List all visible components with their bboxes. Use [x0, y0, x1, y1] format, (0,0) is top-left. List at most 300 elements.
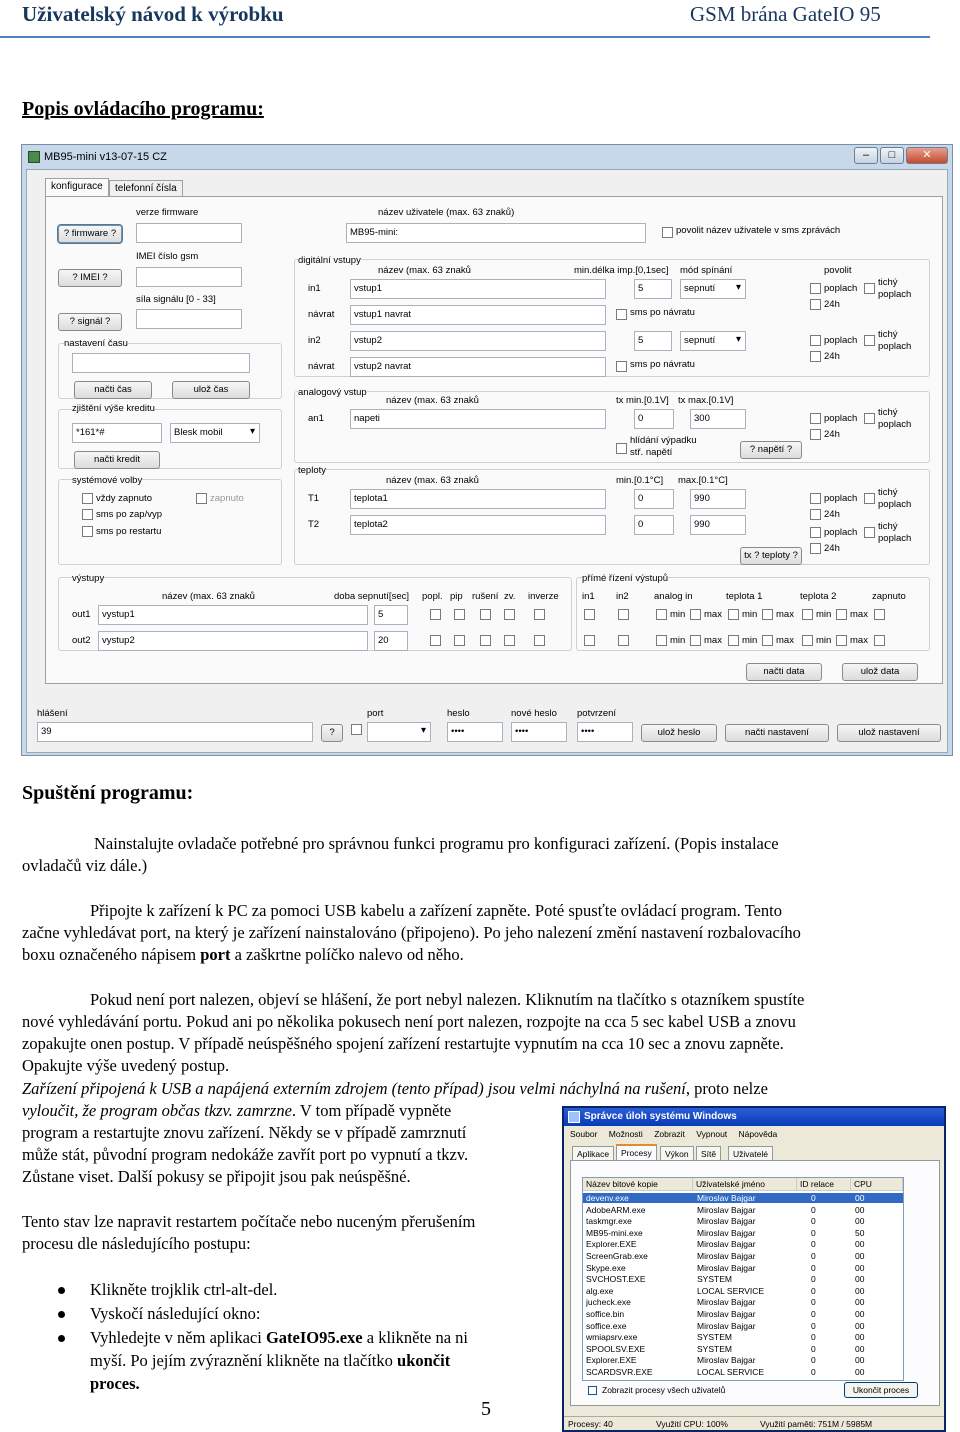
- signal-field[interactable]: [136, 309, 242, 329]
- process-name: SPOOLSV.EXE: [586, 1343, 646, 1354]
- label-popl: popl.: [422, 591, 443, 602]
- prime-an-max-2-checkbox[interactable]: [690, 635, 701, 646]
- t2-min-field[interactable]: 0: [634, 515, 674, 535]
- prime-in1-1-checkbox[interactable]: [584, 609, 595, 620]
- label-24h-t2: 24h: [824, 543, 840, 554]
- prime-an-min-1-checkbox[interactable]: [656, 609, 667, 620]
- label-min-an-2: min: [670, 635, 686, 646]
- label-verze-firmware: verze firmware: [136, 207, 199, 218]
- firmware-field[interactable]: [136, 223, 242, 243]
- napeti-field[interactable]: napeti: [350, 409, 606, 429]
- teploty-button[interactable]: tx ? teploty ?: [740, 547, 802, 565]
- process-row[interactable]: [583, 1274, 903, 1284]
- teplota1-field[interactable]: teplota1: [350, 489, 606, 509]
- para1-line1: Nainstalujte ovladače potřebné pro správnou funkci programu pro konfiguraci zařízení. (Popis instalace: [94, 834, 779, 853]
- label-col-teplota1: teplota 1: [726, 591, 763, 602]
- para2-line1: Připojte k zařízení k PC za pomoci USB kabelu a zařízení zapněte. Poté spusťte ovládací program. Tento: [90, 901, 782, 920]
- prime-an-max-1-checkbox[interactable]: [690, 609, 701, 620]
- tichy-2-checkbox[interactable]: [864, 335, 875, 346]
- label-zv: zv.: [504, 591, 516, 602]
- tab-procesy[interactable]: Procesy: [616, 1144, 657, 1161]
- signal-button[interactable]: ? signál ?: [58, 313, 122, 331]
- label-teploty: teploty: [298, 465, 326, 476]
- sms-restart-checkbox[interactable]: [82, 526, 93, 537]
- poplach-2-checkbox[interactable]: [810, 335, 821, 346]
- label-analogovy-vstup: analogový vstup: [298, 387, 367, 398]
- label-nazev-uzivatele: název uživatele (max. 63 znaků): [378, 207, 515, 218]
- prime-t1-max-1-checkbox[interactable]: [762, 609, 773, 620]
- label-poplach-an: poplach: [824, 413, 858, 424]
- process-cpu: 00: [855, 1204, 865, 1215]
- process-user: Miroslav Bajgar: [697, 1297, 756, 1308]
- prime-in1-2-checkbox[interactable]: [584, 635, 595, 646]
- pip-1-checkbox[interactable]: [454, 609, 465, 620]
- label-sms-zap: sms po zap/vyp: [96, 509, 162, 520]
- mod-1-select[interactable]: sepnutí ▾: [680, 279, 746, 299]
- label-tx-min: tx min.[0.1V]: [616, 395, 669, 406]
- prime-in2-1-checkbox[interactable]: [618, 609, 629, 620]
- para4-line5: Zůstane viset. Další pokusy se připojit jsou pak neúspěšné.: [22, 1167, 411, 1186]
- para3-line2: nové vyhledávání portu. Pokud ani po několika pokusech není port nalezen, rozpojte na cca 5 sec kabel USB a znovu: [22, 1012, 796, 1031]
- prime-zapnuto-2-checkbox[interactable]: [874, 635, 885, 646]
- label-max-t2-1: max: [850, 609, 868, 620]
- process-name: ScreenGrab.exe: [586, 1251, 648, 1261]
- label-tichy-1: tichý poplach: [878, 277, 912, 300]
- min-delka-1-field[interactable]: 5: [634, 279, 672, 299]
- vstup1-field[interactable]: vstup1: [350, 279, 606, 299]
- show-all-checkbox[interactable]: [588, 1386, 597, 1395]
- process-row[interactable]: [583, 1251, 903, 1261]
- firmware-button[interactable]: ? firmware ?: [58, 225, 122, 243]
- imei-field[interactable]: [136, 267, 242, 287]
- app-icon: [28, 151, 40, 163]
- label-nazev-max-t: název (max. 63 znaků: [386, 475, 479, 486]
- header-title-left: Uživatelský návod k výrobku: [22, 2, 284, 26]
- label-24h-t1: 24h: [824, 509, 840, 520]
- nacti-data-button[interactable]: načti data: [746, 663, 822, 681]
- label-min-t1-2: min: [742, 635, 758, 646]
- tichy-t1-checkbox[interactable]: [864, 493, 875, 504]
- label-tichy-2: tichý poplach: [878, 329, 912, 352]
- label-in1: in1: [308, 283, 321, 294]
- label-imei: IMEI číslo gsm: [136, 251, 199, 262]
- nacti-nastaveni-button[interactable]: načti nastavení: [725, 724, 829, 742]
- status-pamet: Využití paměti: 751M / 5985M: [760, 1419, 873, 1429]
- process-name: alg.exe: [586, 1285, 614, 1296]
- process-user: Miroslav Bajgar: [697, 1309, 756, 1319]
- page-number: 5: [481, 1398, 491, 1420]
- vystup2-field[interactable]: vystup2: [98, 631, 368, 651]
- show-all-label: Zobrazit procesy všech uživatelů: [602, 1385, 726, 1395]
- tichy-t2-checkbox[interactable]: [864, 527, 875, 538]
- 24h-2-checkbox[interactable]: [810, 351, 821, 362]
- menu-soubor[interactable]: Soubor: [570, 1129, 598, 1139]
- zapnuto-checkbox[interactable]: [196, 493, 207, 504]
- para4-line3: program a restartujte znovu zařízení. Někdy se v případě zamrznutí: [22, 1123, 467, 1142]
- label-max-an-2: max: [704, 635, 722, 646]
- ruseni-1-checkbox[interactable]: [480, 609, 491, 620]
- label-mod-spinani: mód spínání: [680, 265, 733, 276]
- vstup1-navrat-field[interactable]: vstup1 navrat: [350, 305, 606, 325]
- process-name: wmiapsrv.exe: [586, 1332, 638, 1343]
- povolit-checkbox[interactable]: [662, 227, 673, 238]
- para2-line2: začne vyhledávat port, na který je zařízení nainstalováno (připojeno). Po jeho nalezení změní nastavení rozbalovacího: [22, 923, 801, 942]
- label-signal: síla signálu [0 - 33]: [136, 294, 216, 305]
- close-icon[interactable]: ✕: [906, 147, 948, 164]
- para3-line3: zopakujte onen postup. V případě neúspěšného spojení zařízení restartujte vypnutím na cca 10 sec a znovu zapněte.: [22, 1034, 784, 1053]
- label-col-teplota2: teplota 2: [800, 591, 837, 602]
- label-zapnuto: zapnuto: [210, 493, 244, 504]
- para5-line2: procesu dle následujícího postupu:: [22, 1234, 251, 1253]
- label-out1: out1: [72, 609, 91, 620]
- process-cpu: 00: [855, 1193, 865, 1203]
- label-max-an-1: max: [704, 609, 722, 620]
- para1-line2: ovladačů viz dále.): [22, 856, 148, 875]
- process-user: Miroslav Bajgar: [697, 1262, 756, 1273]
- hlaseni-field[interactable]: 39: [37, 722, 313, 742]
- process-session: 0: [811, 1309, 816, 1319]
- process-row[interactable]: [583, 1332, 903, 1342]
- process-row[interactable]: [583, 1193, 903, 1203]
- 24h-t2-checkbox[interactable]: [810, 543, 821, 554]
- label-pip: pip: [450, 591, 463, 602]
- col-nazev[interactable]: Název bitové kopie: [583, 1178, 693, 1191]
- label-heslo: heslo: [447, 708, 470, 719]
- process-cpu: 00: [855, 1239, 865, 1250]
- label-tichy-t1: tichý poplach: [878, 487, 912, 510]
- col-id-relace[interactable]: ID relace: [797, 1178, 851, 1191]
- process-cpu: 00: [855, 1343, 865, 1354]
- label-min-t1-1: min: [742, 609, 758, 620]
- process-cpu: 00: [855, 1332, 865, 1343]
- process-cpu: 00: [855, 1251, 865, 1261]
- doba-2-field[interactable]: 20: [374, 631, 408, 651]
- pip-2-checkbox[interactable]: [454, 635, 465, 646]
- sms-po-navratu-2-checkbox[interactable]: [616, 361, 627, 372]
- menu-vypnout[interactable]: Vypnout: [696, 1129, 728, 1139]
- kredit-code-field[interactable]: *161*#: [72, 423, 162, 443]
- col-cpu[interactable]: CPU: [851, 1178, 903, 1191]
- poplach-t1-checkbox[interactable]: [810, 493, 821, 504]
- label-inverze: inverze: [528, 591, 559, 602]
- prime-t2-max-1-checkbox[interactable]: [836, 609, 847, 620]
- process-session: 0: [811, 1320, 816, 1331]
- maximize-icon[interactable]: □: [880, 147, 904, 164]
- t1-min-field[interactable]: 0: [634, 489, 674, 509]
- label-sms-restart: sms po restartu: [96, 526, 162, 537]
- label-doba-sepnuti: doba sepnutí[sec]: [334, 591, 409, 602]
- process-row[interactable]: [583, 1228, 903, 1238]
- sms-zap-checkbox[interactable]: [82, 509, 93, 520]
- label-tichy-an: tichý poplach: [878, 407, 912, 430]
- process-row[interactable]: [583, 1239, 903, 1249]
- process-name: devenv.exe: [586, 1193, 629, 1203]
- label-24h-2: 24h: [824, 351, 840, 362]
- process-row[interactable]: [583, 1216, 903, 1226]
- process-session: 0: [811, 1355, 816, 1366]
- t2-max-field[interactable]: 990: [690, 515, 746, 535]
- t1-max-field[interactable]: 990: [690, 489, 746, 509]
- process-cpu: 00: [855, 1367, 865, 1377]
- 24h-t1-checkbox[interactable]: [810, 509, 821, 520]
- prime-zapnuto-1-checkbox[interactable]: [874, 609, 885, 620]
- process-row[interactable]: [583, 1321, 903, 1331]
- process-user: Miroslav Bajgar: [697, 1216, 756, 1227]
- nove-heslo-field[interactable]: ••••: [511, 722, 567, 742]
- label-col-analog: analog in: [654, 591, 693, 602]
- para4-line2: vyloučit, že program občas tkzv. zamrzne. V tom případě vypněte: [22, 1101, 452, 1120]
- label-min-t2-2: min: [816, 635, 832, 646]
- ukoncit-proces-button[interactable]: Ukončit proces: [844, 1382, 918, 1398]
- label-hlaseni: hlášení: [37, 708, 68, 719]
- label-nazev-max-an: název (max. 63 znaků: [386, 395, 479, 406]
- bullet-text-3: Vyhledejte v něm aplikaci GateIO95.exe a klikněte na ni: [90, 1328, 469, 1347]
- uloz-nastaveni-button[interactable]: ulož nastavení: [837, 724, 941, 742]
- process-session: 0: [811, 1262, 816, 1273]
- process-user: Miroslav Bajgar: [697, 1227, 756, 1238]
- para3-line1: Pokud není port nalezen, objeví se hlášení, že port nebyl nalezen. Kliknutím na tlačítko s otazníkem spustíte: [90, 990, 805, 1009]
- uloz-heslo-button[interactable]: ulož heslo: [641, 724, 717, 742]
- vstup2-field[interactable]: vstup2: [350, 331, 606, 351]
- process-user: Miroslav Bajgar: [697, 1239, 756, 1250]
- process-user: SYSTEM: [697, 1274, 732, 1285]
- process-name: soffice.exe: [586, 1320, 627, 1331]
- label-prime-rizeni: přímé řízení výstupů: [582, 573, 669, 584]
- port-select[interactable]: [367, 722, 431, 742]
- process-user: LOCAL SERVICE: [697, 1367, 765, 1377]
- poplach-1-checkbox[interactable]: [810, 283, 821, 294]
- process-session: 0: [811, 1239, 816, 1250]
- poplach-an-checkbox[interactable]: [810, 413, 821, 424]
- prime-t1-max-2-checkbox[interactable]: [762, 635, 773, 646]
- label-t2: T2: [308, 519, 320, 530]
- process-session: 0: [811, 1297, 816, 1308]
- process-cpu: 00: [855, 1355, 865, 1366]
- process-row[interactable]: [583, 1286, 903, 1296]
- label-tichy-t2: tichý poplach: [878, 521, 912, 544]
- process-cpu: 00: [855, 1274, 865, 1285]
- label-24h-1: 24h: [824, 299, 840, 310]
- taskmgr-menubar: [570, 1129, 786, 1139]
- process-row[interactable]: [583, 1263, 903, 1273]
- label-max-t2-2: max: [850, 635, 868, 646]
- process-name: Explorer.EXE: [586, 1355, 637, 1366]
- mod-2-select[interactable]: sepnutí ▾: [680, 331, 746, 351]
- prime-t1-min-2-checkbox[interactable]: [728, 635, 739, 646]
- tab-aplikace[interactable]: Aplikace: [572, 1146, 614, 1161]
- 24h-1-checkbox[interactable]: [810, 299, 821, 310]
- process-row[interactable]: [583, 1367, 903, 1377]
- process-session: 0: [811, 1204, 816, 1215]
- teplota2-field[interactable]: teplota2: [350, 515, 606, 535]
- label-povolit-nazev: povolit název uživatele v sms zprávách: [676, 225, 841, 236]
- label-potvrzeni: potvrzení: [577, 708, 617, 719]
- prime-t2-min-2-checkbox[interactable]: [802, 635, 813, 646]
- process-row[interactable]: [583, 1297, 903, 1307]
- process-user: SYSTEM: [697, 1343, 732, 1354]
- minimize-icon[interactable]: –: [854, 147, 878, 164]
- header-rule: [0, 36, 930, 38]
- zv-1-checkbox[interactable]: [504, 609, 515, 620]
- poplach-t2-checkbox[interactable]: [810, 527, 821, 538]
- process-name: SVCHOST.EXE: [586, 1274, 646, 1285]
- heslo-field[interactable]: ••••: [447, 722, 503, 742]
- task-manager-screenshot: [562, 1106, 946, 1432]
- nacti-kredit-button[interactable]: načti kredit: [74, 451, 160, 469]
- label-vzdy-zapnuto: vždy zapnuto: [96, 493, 152, 504]
- group-systemove-volby: [58, 479, 282, 565]
- popl-2-checkbox[interactable]: [430, 635, 441, 646]
- port-checkbox[interactable]: [351, 724, 362, 735]
- bullet-2: [58, 1311, 65, 1318]
- label-out2: out2: [72, 635, 91, 646]
- menu-zobrazit[interactable]: Zobrazit: [654, 1129, 685, 1139]
- 24h-an-checkbox[interactable]: [810, 429, 821, 440]
- col-uzivatel[interactable]: Uživatelské jméno: [693, 1178, 797, 1191]
- imei-button[interactable]: ? IMEI ?: [58, 269, 122, 287]
- tichy-1-checkbox[interactable]: [864, 283, 875, 294]
- tab-uzivatele[interactable]: Uživatelé: [728, 1146, 773, 1161]
- label-nazev-vystupu: název (max. 63 znaků: [162, 591, 255, 602]
- para4-line1: Zařízení připojená k USB a napájená externím zdrojem (tento případ) jsou velmi náchylná na rušení, proto nelze: [22, 1079, 768, 1098]
- process-session: 0: [811, 1367, 816, 1377]
- label-col-zapnuto: zapnuto: [872, 591, 906, 602]
- process-cpu: 00: [855, 1262, 865, 1273]
- app-window-screenshot: [21, 144, 953, 756]
- hlidani-checkbox[interactable]: [616, 443, 627, 454]
- process-user: Miroslav Bajgar: [697, 1204, 756, 1215]
- taskmgr-title: Správce úloh systému Windows: [584, 1111, 737, 1122]
- user-name-field[interactable]: MB95-mini:: [346, 223, 646, 243]
- label-min-delka: min.délka imp.[0,1sec]: [574, 265, 669, 276]
- vzdy-zapnuto-checkbox[interactable]: [82, 493, 93, 504]
- process-cpu: 00: [855, 1285, 865, 1296]
- doba-1-field[interactable]: 5: [374, 605, 408, 625]
- prime-t2-min-1-checkbox[interactable]: [802, 609, 813, 620]
- process-session: 0: [811, 1274, 816, 1285]
- potvrzeni-field[interactable]: ••••: [577, 722, 633, 742]
- label-max-t1-2: max: [776, 635, 794, 646]
- label-ruseni: rušení: [472, 591, 499, 602]
- menu-moznosti[interactable]: Možnosti: [608, 1129, 643, 1139]
- label-nastaveni-casu: nastavení času: [64, 338, 128, 349]
- bullet-3: [58, 1335, 65, 1342]
- label-kredit: zjištění výše kreditu: [72, 403, 155, 414]
- process-row[interactable]: [583, 1205, 903, 1215]
- uloz-data-button[interactable]: ulož data: [842, 663, 918, 681]
- header-title-right: GSM brána GateIO 95: [690, 2, 881, 26]
- sms-po-navratu-1-checkbox[interactable]: [616, 309, 627, 320]
- process-session: 0: [811, 1227, 816, 1238]
- popl-1-checkbox[interactable]: [430, 609, 441, 620]
- process-cpu: 50: [855, 1227, 865, 1238]
- label-an1: an1: [308, 413, 324, 424]
- taskmgr-titlebar: [564, 1108, 944, 1126]
- port-search-button[interactable]: ?: [321, 724, 343, 742]
- label-nove-heslo: nové heslo: [511, 708, 557, 719]
- prime-t1-min-1-checkbox[interactable]: [728, 609, 739, 620]
- para3-line4: Opakujte výše uvedený postup.: [22, 1056, 230, 1075]
- inverze-2-checkbox[interactable]: [534, 635, 545, 646]
- process-session: 0: [811, 1285, 816, 1296]
- process-name: jucheck.exe: [586, 1297, 631, 1308]
- label-systemove-volby: systémové volby: [72, 475, 143, 486]
- prime-t2-max-2-checkbox[interactable]: [836, 635, 847, 646]
- process-name: taskmgr.exe: [586, 1216, 632, 1227]
- process-list: [582, 1177, 904, 1381]
- label-navrat-2: návrat: [308, 361, 335, 372]
- prime-in2-2-checkbox[interactable]: [618, 635, 629, 646]
- vstup2-navrat-field[interactable]: vstup2 navrat: [350, 357, 606, 377]
- ruseni-2-checkbox[interactable]: [480, 635, 491, 646]
- label-min-t2-1: min: [816, 609, 832, 620]
- uloz-cas-button[interactable]: ulož čas: [172, 381, 250, 399]
- operator-select[interactable]: Blesk mobil ▾: [170, 423, 260, 443]
- taskmgr-app-icon: [568, 1111, 580, 1123]
- min-delka-2-field[interactable]: 5: [634, 331, 672, 351]
- prime-an-min-2-checkbox[interactable]: [656, 635, 667, 646]
- tab-telefonni-cisla[interactable]: telefonní čísla: [109, 180, 183, 198]
- process-name: Skype.exe: [586, 1262, 626, 1273]
- status-procesy: Procesy: 40: [568, 1419, 613, 1429]
- process-user: Miroslav Bajgar: [697, 1355, 756, 1366]
- process-cpu: 00: [855, 1297, 865, 1308]
- tab-konfigurace[interactable]: konfigurace: [45, 178, 109, 197]
- label-col-in1: in1: [582, 591, 595, 602]
- process-session: 0: [811, 1193, 816, 1203]
- process-user: Miroslav Bajgar: [697, 1251, 756, 1261]
- bullet-text-1: Klikněte trojklik ctrl-alt-del.: [90, 1280, 278, 1299]
- label-nazev-max: název (max. 63 znaků: [378, 265, 471, 276]
- label-hlidani: hlídání výpadku stř. napětí: [630, 435, 697, 458]
- process-row[interactable]: [583, 1344, 903, 1354]
- label-sms-po-navratu-1: sms po návratu: [630, 307, 695, 318]
- process-cpu: 00: [855, 1216, 865, 1227]
- time-field[interactable]: [72, 353, 250, 373]
- process-name: Explorer.EXE: [586, 1239, 637, 1250]
- bullet-text-3b: myší. Po jejím zvýraznění klikněte na tlačítko ukončit: [90, 1351, 451, 1370]
- process-session: 0: [811, 1251, 816, 1261]
- inverze-1-checkbox[interactable]: [534, 609, 545, 620]
- label-max-t1-1: max: [776, 609, 794, 620]
- tx-max-field[interactable]: 300: [690, 409, 746, 429]
- nacti-cas-button[interactable]: načti čas: [74, 381, 152, 399]
- process-name: MB95-mini.exe: [586, 1227, 643, 1238]
- app-window-title: MB95-mini v13-07-15 CZ: [44, 151, 167, 163]
- process-user: LOCAL SERVICE: [697, 1285, 765, 1296]
- app-window-body: [26, 169, 948, 753]
- label-tx-max: tx max.[0.1V]: [678, 395, 734, 406]
- napeti-button[interactable]: ? napětí ?: [740, 441, 802, 459]
- bullet-1: [58, 1287, 65, 1294]
- label-poplach-t2: poplach: [824, 527, 858, 538]
- tx-min-field[interactable]: 0: [634, 409, 674, 429]
- label-digitalni-vstupy: digitální vstupy: [298, 255, 361, 266]
- tichy-an-checkbox[interactable]: [864, 413, 875, 424]
- section-title-program: Popis ovládacího programu:: [22, 98, 264, 120]
- zv-2-checkbox[interactable]: [504, 635, 515, 646]
- process-name: SCARDSVR.EXE: [586, 1367, 653, 1377]
- menu-napoveda[interactable]: Nápověda: [738, 1129, 778, 1139]
- vystup1-field[interactable]: vystup1: [98, 605, 368, 625]
- tab-vykon[interactable]: Výkon: [660, 1146, 694, 1161]
- process-row[interactable]: [583, 1355, 903, 1365]
- tab-site[interactable]: Sítě: [696, 1146, 721, 1161]
- para2-line3: boxu označeného nápisem port a zaškrtne políčko nalevo od něho.: [22, 945, 464, 964]
- process-row[interactable]: [583, 1309, 903, 1319]
- label-in2: in2: [308, 335, 321, 346]
- label-max-c: max.[0.1°C]: [678, 475, 728, 486]
